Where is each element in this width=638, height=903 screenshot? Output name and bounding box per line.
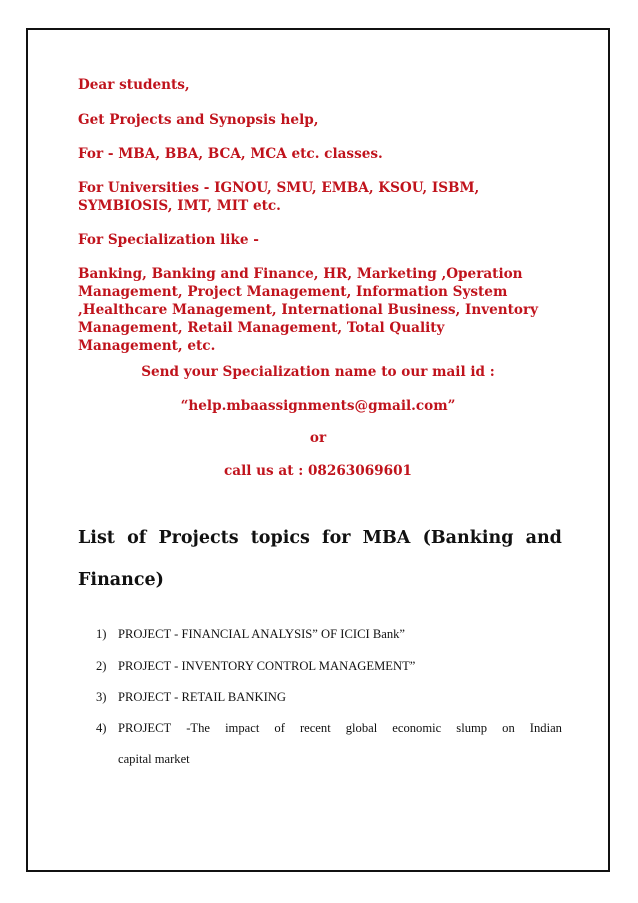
heading-word: and: [525, 528, 562, 548]
list-item: [96, 721, 562, 736]
list-number: 2): [96, 659, 107, 673]
list-text: [118, 721, 562, 736]
list-word: impact: [225, 721, 260, 735]
list-word: of: [274, 721, 285, 735]
list-item: [96, 627, 562, 642]
specialization-line-1: Banking, Banking and Finance, HR, Marketing ,Operation: [78, 266, 523, 282]
list-heading-line-1: [78, 528, 562, 548]
list-word: on: [502, 721, 515, 735]
list-word: global: [345, 721, 378, 735]
heading-word: topics: [250, 528, 310, 548]
list-text: PROJECT - INVENTORY CONTROL MANAGEMENT”: [118, 659, 416, 673]
heading-word: of: [127, 528, 147, 548]
list-number: 4): [96, 721, 107, 735]
list-word: Indian: [529, 721, 562, 735]
list-text: PROJECT - FINANCIAL ANALYSIS” OF ICICI Bank”: [118, 627, 405, 641]
list-word: PROJECT: [118, 721, 172, 735]
heading-word: (Banking: [422, 528, 514, 548]
list-item: [96, 659, 562, 674]
universities-line-2: SYMBIOSIS, IMT, MIT etc.: [78, 198, 281, 214]
list-text: PROJECT - RETAIL BANKING: [118, 690, 286, 704]
or-separator: or: [309, 430, 327, 446]
heading-word: for: [322, 528, 351, 548]
specialization-line-4: Management, Retail Management, Total Quality: [78, 320, 445, 336]
phone-number: call us at : 08263069601: [223, 463, 413, 479]
greeting: Dear students,: [78, 77, 190, 93]
list-word: -The: [186, 721, 211, 735]
list-number: 3): [96, 690, 107, 704]
list-continuation: capital market: [118, 752, 190, 766]
list-item: [96, 690, 562, 705]
universities-line-1: For Universities - IGNOU, SMU, EMBA, KSOU, ISBM,: [78, 180, 480, 196]
classes-line: For - MBA, BBA, BCA, MCA etc. classes.: [78, 146, 383, 162]
heading-word: List: [78, 528, 115, 548]
list-word: economic: [392, 721, 442, 735]
list-number: 1): [96, 627, 107, 641]
heading-word: Projects: [158, 528, 239, 548]
list-heading-line-2: Finance): [78, 570, 164, 590]
help-line: Get Projects and Synopsis help,: [78, 112, 319, 128]
send-instruction: Send your Specialization name to our mail id :: [141, 364, 495, 380]
list-word: slump: [456, 721, 488, 735]
specialization-line-5: Management, etc.: [78, 338, 216, 354]
specialization-line-2: Management, Project Management, Information System: [78, 284, 508, 300]
specialization-line-3: ,Healthcare Management, International Business, Inventory: [78, 302, 539, 318]
specialization-label: For Specialization like -: [78, 232, 259, 248]
email-address: “help.mbaassignments@gmail.com”: [180, 398, 456, 414]
heading-word: MBA: [362, 528, 411, 548]
list-word: recent: [299, 721, 331, 735]
